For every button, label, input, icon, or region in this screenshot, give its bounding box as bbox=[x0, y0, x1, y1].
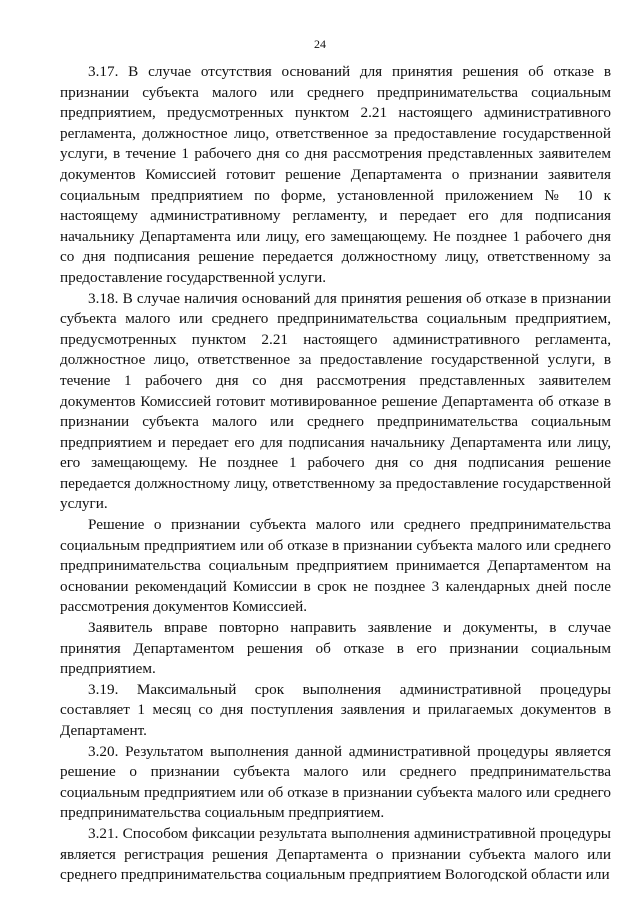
paragraph-3-21: 3.21. Способом фиксации результата выполнения административной процедуры является регистрация решения Департамента о признании субъекта малого или среднего предпринимательства социальным предприятием Вологодской области или bbox=[60, 824, 611, 884]
paragraph-3-20: 3.20. Результатом выполнения данной административной процедуры является решение о признании субъекта малого или среднего предпринимательства социальным предприятием или об отказе в признании субъекта малого или среднего предпринимательства социальным предприятием. bbox=[60, 742, 611, 822]
document-body bbox=[60, 62, 611, 886]
paragraph-reapplication: Заявитель вправе повторно направить заявление и документы, в случае принятия Департаментом решения об отказе в его признании социальным предприятием. bbox=[60, 619, 611, 678]
paragraph-decision: Решение о признании субъекта малого или среднего предпринимательства социальным предприятием или об отказе в признании субъекта малого или среднего предпринимательства социальным предприятием принимается Департаментом на основании рекомендаций Комиссии в срок не позднее 3 календарных дней после рассмотрения документов Комиссией. bbox=[60, 516, 611, 616]
page-number: 24 bbox=[314, 37, 326, 51]
paragraph-3-19: 3.19. Максимальный срок выполнения административной процедуры составляет 1 месяц со дня поступления заявления и прилагаемых документов в Департамент. bbox=[60, 680, 611, 739]
paragraph-3-18: 3.18. В случае наличия оснований для принятия решения об отказе в признании субъекта малого или среднего предпринимательства социальным предприятием, предусмотренных пунктом 2.21 настоящего административного регламента, должностное лицо, ответственное за предоставление государственной услуги, в течение 1 рабочего дня со дня рассмотрения представленных заявителем документов Комиссией готовит мотивированное решение Департамента об отказе в признании субъекта малого или среднего предпринимательства социальным предприятием и передает его для подписания начальнику Департамента или лицу, его замещающему. Не позднее 1 рабочего дня со дня подписания решение передается должностному лицу, ответственному за предоставление государственной услуги. bbox=[60, 289, 611, 513]
paragraph-3-17: 3.17. В случае отсутствия оснований для принятия решения об отказе в признании субъекта малого или среднего предпринимательства социальным предприятием, предусмотренных пунктом 2.21 настоящего административного регламента, должностное лицо, ответственное за предоставление государственной услуги, в течение 1 рабочего дня со дня рассмотрения представленных заявителем документов Комиссией готовит решение Департамента о признании заявителя социальным предприятием по форме, установленной приложением № 10 к настоящему административному регламенту, и передает его для подписания начальнику Департамента или лицу, его замещающему. Не позднее 1 рабочего дня со дня подписания решение передается должностному лицу, ответственному за предоставление государственной услуги. bbox=[60, 63, 611, 286]
